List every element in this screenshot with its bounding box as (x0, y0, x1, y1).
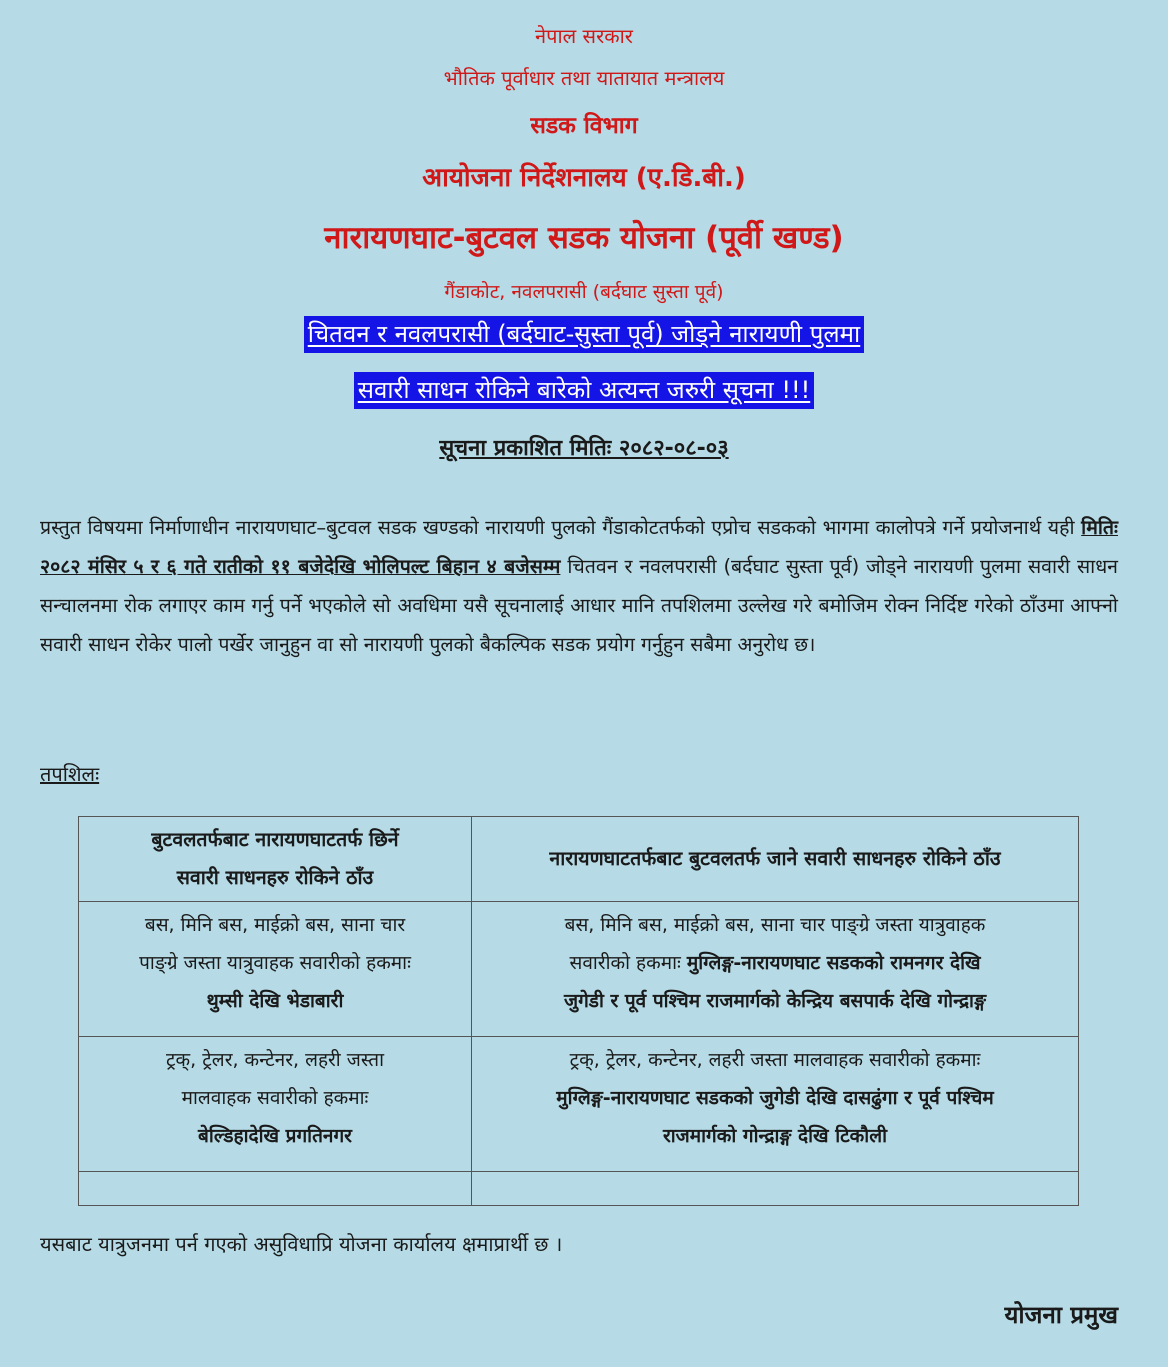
notice-body (40, 508, 1118, 664)
table-empty-row (79, 1172, 1079, 1206)
passenger-left-cell (79, 902, 472, 1037)
location-heading: गैंडाकोट, नवलपरासी (बर्दघाट सुस्ता पूर्व) (444, 281, 724, 303)
published-date: सूचना प्रकाशित मितिः २०८२-०८-०३ (439, 436, 729, 461)
cargo-left-place: बेल्डिहादेखि प्रगतिनगर (198, 1125, 352, 1147)
cargo-left-desc-2: मालवाहक सवारीको हकमाः (181, 1087, 369, 1109)
ministry-heading: भौतिक पूर्वाधार तथा यातायात मन्त्रालय (443, 66, 725, 90)
passenger-left-desc-1: बस, मिनि बस, माईक्रो बस, साना चार (144, 914, 406, 936)
cargo-left-desc-1: ट्रक्, ट्रेलर, कन्टेनर, लहरी जस्ता (165, 1049, 385, 1071)
government-heading: नेपाल सरकार (535, 24, 633, 48)
cargo-left-cell (79, 1037, 472, 1172)
notice-title-line-2-text: सवारी साधन रोकिने बारेको अत्यन्त जरुरी सूचना !!! (354, 372, 814, 409)
cargo-right-cell (472, 1037, 1079, 1172)
project-heading: नारायणघाट-बुटवल सडक योजना (पूर्वी खण्ड) (324, 220, 844, 256)
department-heading: सडक विभाग (530, 113, 638, 139)
passenger-right-place-2: जुगेडी र पूर्व पश्चिम राजमार्गको केन्द्रिय बसपार्क देखि गोन्द्राङ्ग (564, 990, 986, 1012)
passenger-right-desc-2: सवारीको हकमाः (569, 952, 687, 974)
header-right-line-1: नारायणघाटतर्फबाट बुटवलतर्फ जाने सवारी साधनहरु रोकिने ठाँउ (549, 847, 1001, 870)
header-butwal-to-narayanghat (79, 817, 472, 902)
passenger-right-place-1: मुग्लिङ्ग-नारायणघाट सडकको रामनगर देखि (686, 952, 981, 974)
passenger-left-place: थुम्सी देखि भेडाबारी (206, 990, 344, 1012)
notice-title-line-1-text: चितवन र नवलपरासी (बर्दघाट-सुस्ता पूर्व) जोड्ने नारायणी पुलमा (304, 316, 865, 353)
passenger-right-desc-1: बस, मिनि बस, माईक्रो बस, साना चार पाङ्ग्रे जस्ता यात्रुवाहक (564, 914, 986, 936)
table-header-row (79, 817, 1079, 902)
header-narayanghat-to-butwal (472, 817, 1079, 902)
notice-title-line-2 (0, 372, 1168, 409)
signature-project-chief: योजना प्रमुख (1004, 1301, 1118, 1329)
cargo-right-place-1: मुग्लिङ्ग-नारायणघाट सडकको जुगेडी देखि दासढुंगा र पूर्व पश्चिम (556, 1087, 994, 1109)
body-highlight-date: मितिः २०८२ मंसिर ५ र ६ गते रातीको ११ बजेदेखि भोलिपल्ट बिहान ४ बजेसम्म (40, 516, 1118, 578)
passenger-right-cell (472, 902, 1079, 1037)
stop-locations-table (78, 816, 1079, 1206)
notice-title-line-1 (0, 316, 1168, 353)
directorate-heading: आयोजना निर्देशनालय (ए.डि.बी.) (422, 163, 746, 193)
body-part-2: चितवन र नवलपरासी (बर्दघाट सुस्ता पूर्व) जोड्ने नारायणी पुलमा सवारी साधन सन्चालनमा रोक लगाएर काम गर्नु पर्ने भएकोले सो अवधिमा यसै सूचनालाई आधार मानि तपशिलमा उल्लेख गरे बमोजिम रोक्न निर्दिष्ट गरेको ठाँउमा आफ्नो सवारी साधन रोकेर पालो पर्खेर जानुहुन वा सो नारायणी पुलको बैकल्पिक सडक प्रयोग गर्नुहुन सबैमा अनुरोध छ। (40, 555, 1119, 656)
tapasil-label: तपशिलः (40, 762, 100, 786)
body-part-1: प्रस्तुत विषयमा निर्माणाधीन नारायणघाट–बुटवल सडक खण्डको नारायणी पुलको गैंडाकोटतर्फको एप्रोच सडकको भागमा कालोपत्रे गर्ने प्रयोजनार्थ यही (40, 516, 1082, 539)
closing-apology: यसबाट यात्रुजनमा पर्न गएको असुविधाप्रि योजना कार्यालय क्षमाप्रार्थी छ । (40, 1232, 563, 1256)
table-row (79, 1037, 1079, 1172)
header-left-line-1: बुटवलतर्फबाट नारायणघाटतर्फ छिर्ने (151, 828, 399, 851)
cargo-right-desc-1: ट्रक्, ट्रेलर, कन्टेनर, लहरी जस्ता मालवाहक सवारीको हकमाः (569, 1049, 981, 1071)
empty-left-cell (79, 1172, 472, 1206)
cargo-right-place-2: राजमार्गको गोन्द्राङ्ग देखि टिकौली (662, 1125, 888, 1147)
empty-right-cell (472, 1172, 1079, 1206)
table-row (79, 902, 1079, 1037)
passenger-left-desc-2: पाङ्ग्रे जस्ता यात्रुवाहक सवारीको हकमाः (139, 952, 411, 974)
header-left-line-2: सवारी साधनहरु रोकिने ठाँउ (176, 866, 374, 889)
